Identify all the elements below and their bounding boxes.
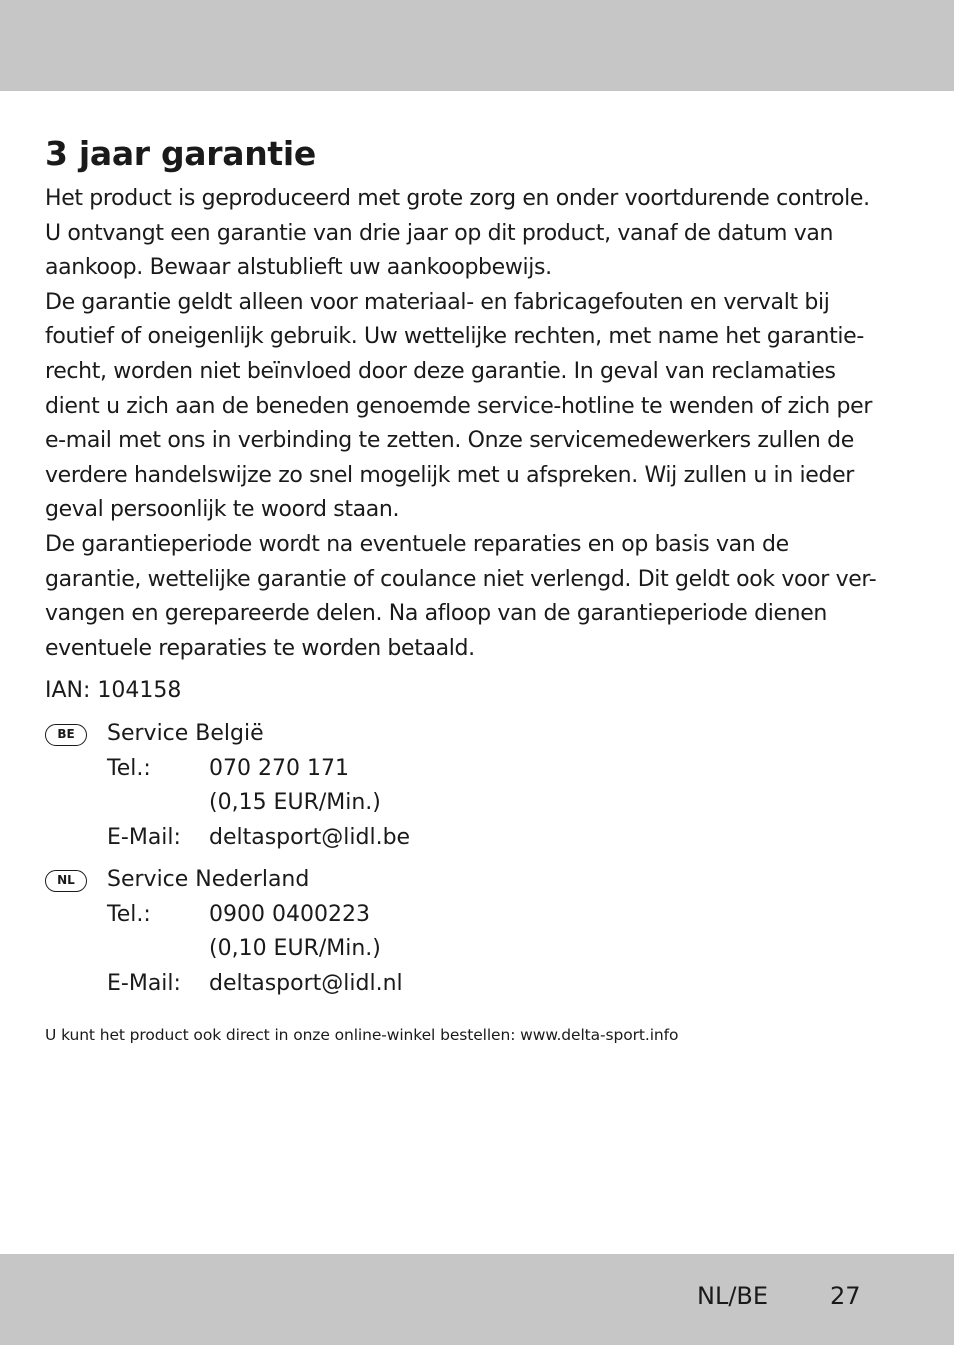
- paragraph-warranty-period: De garantieperiode wordt na eventuele reparaties en op basis van de garantie, wettelijke garantie of coulance niet verlengd. Dit geldt ook voor ver- vangen en gerepareerde delen. Na afloop van de garantieperiode dienen eventuele reparaties te worden betaald.: [45, 531, 877, 661]
- online-shop-note: U kunt het product ook direct in onze online-winkel bestellen: www.delta-sport.info: [45, 1025, 679, 1044]
- country-badge-nl: NL: [45, 870, 87, 892]
- service-belgium: [45, 717, 915, 855]
- email-label: E-Mail:: [107, 824, 181, 850]
- tel-number: 070 270 171: [209, 755, 349, 781]
- tel-row: [107, 752, 915, 787]
- service-title: Service België: [107, 720, 264, 746]
- email-address: deltasport@lidl.be: [209, 824, 411, 850]
- tel-row: [107, 898, 915, 933]
- footer-language: NL/BE: [697, 1282, 769, 1310]
- call-rate: (0,10 EUR/Min.): [209, 936, 381, 962]
- tel-label: Tel.:: [107, 901, 151, 927]
- service-title: Service Nederland: [107, 867, 310, 893]
- paragraph-warranty-scope: De garantie geldt alleen voor materiaal- en fabricagefouten en vervalt bij foutief of oneigenlijk gebruik. Uw wettelijke rechten, met name het garantie- recht, worden niet beïnvloed door deze garantie. In geval van reclamaties dient u zich aan de beneden genoemde service-hotline te wenden of zich per e-mail met ons in verbinding te zetten. Onze servicemedewerkers zullen de verdere handelswijze zo snel mogelijk met u afspreken. Wij zullen u in ieder geval persoonlijk te woord staan.: [45, 289, 873, 523]
- footer-band: [0, 1254, 954, 1345]
- page-title: 3 jaar garantie: [45, 134, 316, 173]
- email-row: [107, 967, 915, 1002]
- tel-label: Tel.:: [107, 755, 151, 781]
- rate-row: [107, 932, 915, 967]
- header-band: [0, 0, 954, 91]
- paragraph-intro: Het product is geproduceerd met grote zorg en onder voortdurende controle. U ontvangt een garantie van drie jaar op dit product, vanaf de datum van aankoop. Bewaar alstublieft uw aankoopbewijs.: [45, 186, 870, 281]
- email-address: deltasport@lidl.nl: [209, 971, 403, 997]
- country-badge-be: BE: [45, 724, 87, 746]
- ian-number: IAN: 104158: [45, 678, 182, 704]
- rate-row: [107, 786, 915, 821]
- page-number: 27: [830, 1282, 861, 1310]
- email-label: E-Mail:: [107, 971, 181, 997]
- service-netherlands: [45, 863, 915, 1001]
- email-row: [107, 821, 915, 856]
- tel-number: 0900 0400223: [209, 901, 370, 927]
- call-rate: (0,15 EUR/Min.): [209, 790, 381, 816]
- content: [45, 130, 915, 1046]
